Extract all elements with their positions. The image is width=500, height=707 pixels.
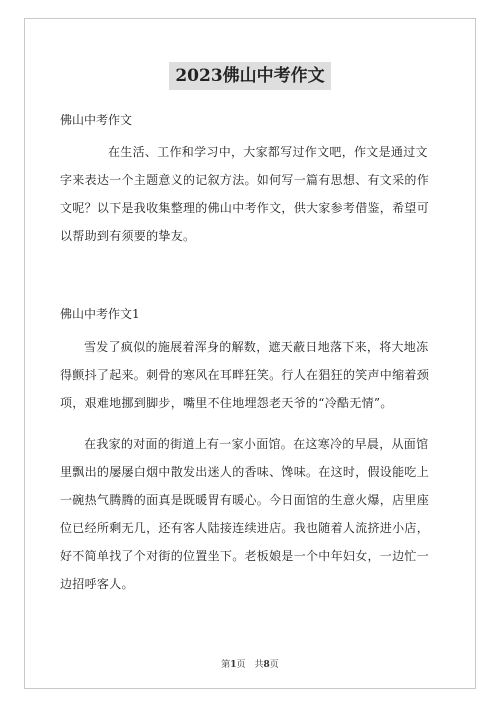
essay-heading: 佛山中考作文1 xyxy=(60,307,140,321)
essay-paragraph-1: 雪发了疯似的施展着浑身的解数，遮天蔽日地落下来，将大地冻得颤抖了起来。刺骨的寒风在耳畔狂笑。行人在猖狂的笑声中缩着颈项，艰难地挪到脚步，嘴里不住地埋怨老天爷的“冷酷无情”。 xyxy=(60,340,430,410)
footer-prefix: 第 xyxy=(221,660,231,670)
page-footer xyxy=(0,657,500,670)
footer-total-pages: 8 xyxy=(263,660,270,670)
footer-mid: 页 共 xyxy=(236,660,264,670)
essay-paragraph-2: 在我家的对面的街道上有一家小面馆。在这寒冷的早晨，从面馆里飘出的屡屡白烟中散发出迷人的香味、馋味。在这时，假设能吃上一碗热气腾腾的面真是既暖胃有暖心。今日面馆的生意火爆，店里座位已经所剩无几，还有客人陆接连续进店。我也随着人流挤进小店，好不简单找了个对街的位置坐下。老板娘是一个中年妇女，一边忙一边招呼客人。 xyxy=(60,437,430,591)
title-wrap xyxy=(0,62,500,90)
footer-suffix: 页 xyxy=(269,660,279,670)
intro-heading: 佛山中考作文 xyxy=(60,113,133,127)
document-title: 2023佛山中考作文 xyxy=(169,62,330,90)
intro-paragraph: 在生活、工作和学习中，大家都写过作文吧，作文是通过文字来表达一个主题意义的记叙方法。如何写一篇有思想、有文采的作文呢？以下是我收集整理的佛山中考作文，供大家参考借鉴，希望可以帮助到有须要的挚友。 xyxy=(60,145,430,243)
footer-current-page: 1 xyxy=(230,660,237,670)
